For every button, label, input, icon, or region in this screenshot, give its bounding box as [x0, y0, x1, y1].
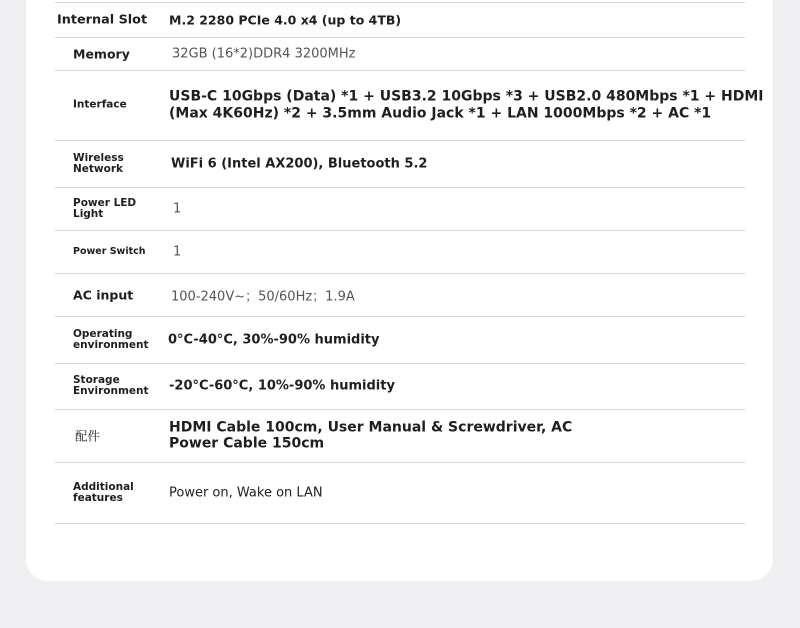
spec-row-power-switch [55, 230, 745, 274]
spec-row-accessories [55, 409, 745, 463]
spec-row-operating-env [55, 316, 745, 364]
spec-label-line: features [73, 491, 123, 504]
spec-value: M.2 2280 PCIe 4.0 x4 (up to 4TB) [169, 12, 402, 28]
spec-label-line: Wireless [73, 151, 124, 164]
spec-label: Internal Slot [57, 12, 148, 28]
spec-value [169, 419, 572, 452]
spec-label: Memory [73, 45, 130, 61]
spec-row-memory [55, 37, 745, 71]
spec-value: WiFi 6 (Intel AX200), Bluetooth 5.2 [171, 156, 428, 171]
spec-value: 100-240V~；50/60Hz；1.9A [171, 289, 355, 304]
spec-row-wireless [55, 140, 745, 188]
spec-label: 配件 [75, 427, 101, 443]
spec-row-internal-slot [55, 2, 745, 38]
spec-label: Power Switch [73, 245, 146, 257]
spec-value [169, 88, 764, 121]
spec-row-power-led [55, 187, 745, 231]
spec-label [73, 375, 149, 397]
spec-row-storage-env [55, 363, 745, 410]
spec-label-line: Additional [73, 480, 134, 493]
spec-label [73, 152, 124, 174]
spec-label-line: Network [73, 162, 124, 175]
spec-value-line: USB-C 10Gbps (Data) *1 + USB3.2 10Gbps *3 + USB2.0 480Mbps *1 + HDMI [169, 88, 764, 105]
spec-value: 1 [173, 201, 182, 216]
spec-row-interface [55, 70, 764, 141]
spec-value: 32GB (16*2)DDR4 3200MHz [172, 46, 356, 61]
spec-label-line: environment [73, 338, 149, 351]
spec-value: -20°C-60°C, 10%-90% humidity [169, 378, 395, 394]
spec-value: 1 [173, 244, 182, 259]
spec-label [73, 481, 134, 503]
spec-value: Power on, Wake on LAN [169, 485, 323, 500]
spec-label-line: Light [73, 207, 104, 220]
spec-label [73, 197, 136, 219]
spec-label-line: Storage [73, 373, 120, 386]
spec-label-line: Operating [73, 327, 133, 340]
spec-row-additional-features [55, 462, 745, 524]
spec-value-line: (Max 4K60Hz) *2 + 3.5mm Audio Jack *1 + LAN 1000Mbps *2 + AC *1 [169, 105, 712, 121]
spec-label [73, 328, 148, 350]
spec-value-line: HDMI Cable 100cm, User Manual & Screwdriver, AC [169, 418, 573, 435]
spec-label-line: Environment [73, 385, 149, 397]
spec-label: AC input [73, 286, 134, 302]
spec-row-ac-input [55, 273, 745, 317]
spec-label: Interface [73, 98, 127, 111]
spec-value-line: Power Cable 150cm [169, 435, 325, 452]
spec-value: 0°C-40°C, 30%-90% humidity [168, 332, 380, 347]
spec-label-line: Power LED [73, 196, 137, 209]
